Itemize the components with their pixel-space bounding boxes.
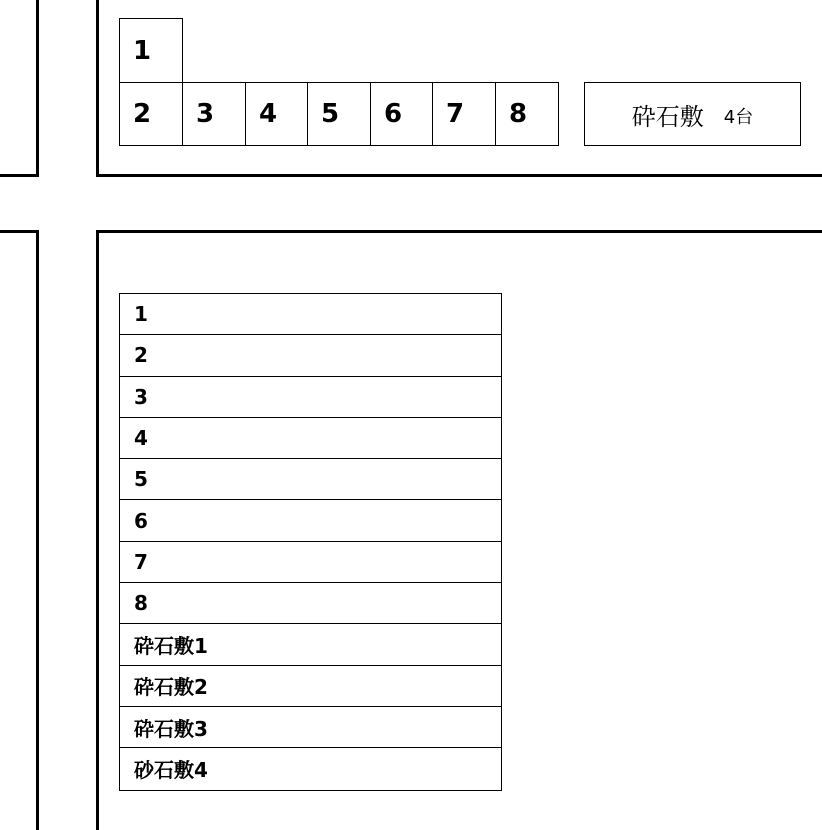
- slot-1[interactable]: 1: [119, 18, 183, 83]
- gravel-count: 4台: [723, 107, 754, 128]
- slot-7[interactable]: 7: [432, 82, 496, 146]
- list-item[interactable]: 6: [120, 500, 501, 541]
- gravel-area-box[interactable]: [584, 82, 801, 146]
- slot-6[interactable]: 6: [370, 82, 434, 146]
- list-item[interactable]: 7: [120, 542, 501, 583]
- slot-4[interactable]: 4: [245, 82, 309, 146]
- slot-list: [119, 293, 502, 791]
- list-item[interactable]: 5: [120, 459, 501, 500]
- slot-8[interactable]: 8: [495, 82, 559, 146]
- list-item[interactable]: 8: [120, 583, 501, 624]
- list-item[interactable]: 砂石敷4: [134, 758, 208, 783]
- list-item[interactable]: 4: [120, 418, 501, 459]
- left-bottom-frame: [0, 230, 39, 830]
- list-item[interactable]: 1: [120, 294, 501, 335]
- slot-2[interactable]: 2: [119, 82, 183, 146]
- slot-5[interactable]: 5: [307, 82, 371, 146]
- list-item[interactable]: 砕石敷3: [120, 707, 501, 748]
- left-top-frame: [0, 0, 39, 177]
- list-item[interactable]: 砕石敷2: [120, 666, 501, 707]
- list-item[interactable]: 3: [120, 377, 501, 418]
- list-item[interactable]: 砕石敷1: [120, 624, 501, 665]
- slot-3[interactable]: 3: [182, 82, 246, 146]
- gravel-label: 砕石敷: [631, 102, 704, 131]
- list-item[interactable]: 2: [120, 335, 501, 376]
